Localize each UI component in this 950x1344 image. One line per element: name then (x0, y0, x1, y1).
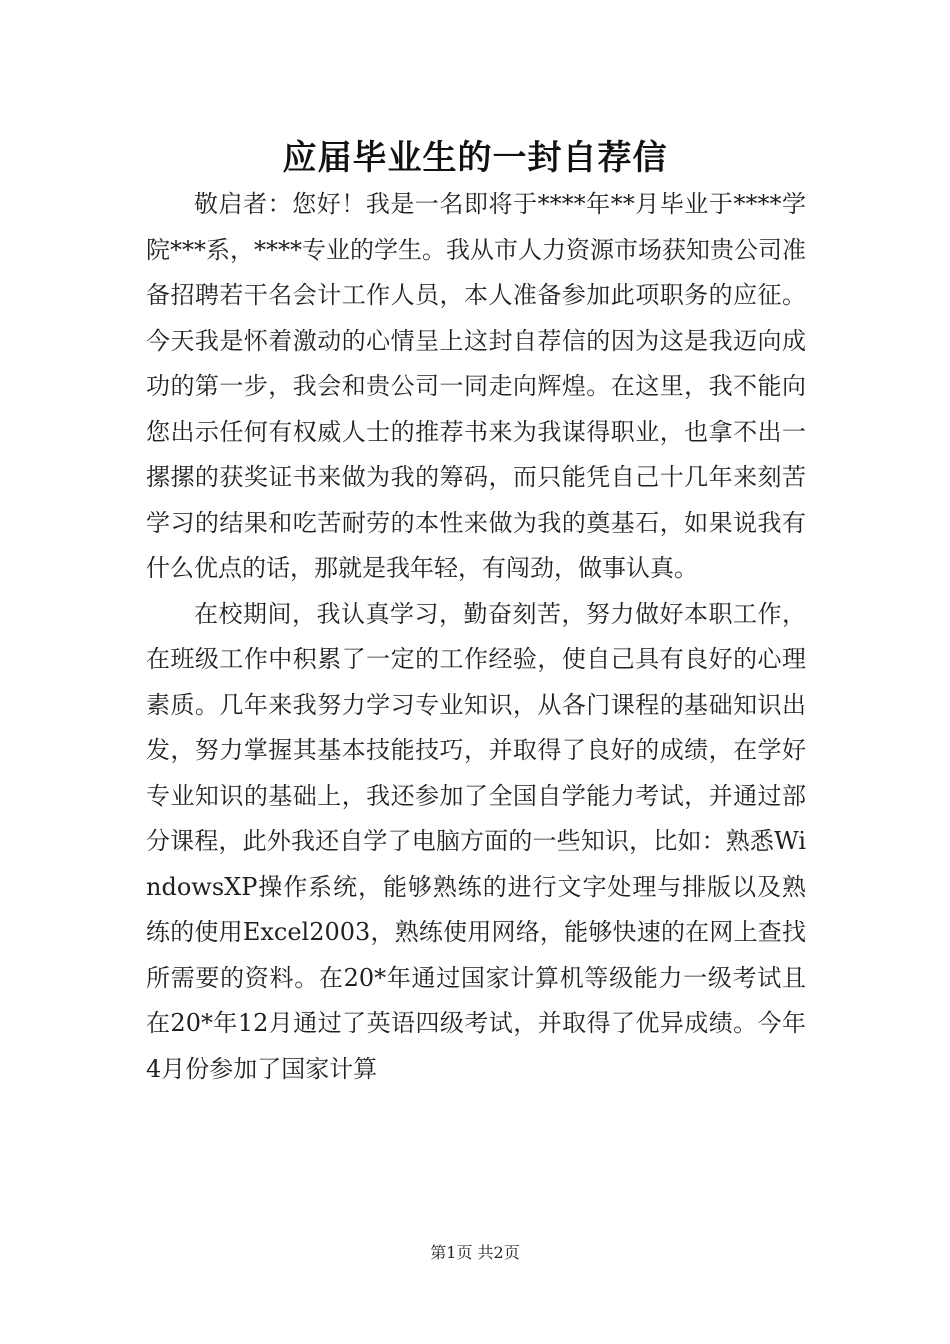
paragraph-1: 敬启者：您好！我是一名即将于****年**月毕业于****学院***系，****专业的学生。我从市人力资源市场获知贵公司准备招聘若干名会计工作人员，本人准备参加此项职务的应征。今天我是怀着激动的心情呈上这封自荐信的因为这是我迈向成功的第一步，我会和贵公司一同走向辉煌。在这里，我不能向您出示任何有权威人士的推荐书来为我谋得职业，也拿不出一摞摞的获奖证书来做为我的筹码，而只能凭自己十几年来刻苦学习的结果和吃苦耐劳的本性来做为我的奠基石，如果说我有什么优点的话，那就是我年轻，有闯劲，做事认真。 (146, 190, 806, 582)
paragraph-2: 在校期间，我认真学习，勤奋刻苦，努力做好本职工作，在班级工作中积累了一定的工作经验，使自己具有良好的心理素质。几年来我努力学习专业知识，从各门课程的基础知识出发，努力掌握其基本技能技巧，并取得了良好的成绩，在学好专业知识的基础上，我还参加了全国自学能力考试，并通过部分课程，此外我还自学了电脑方面的一些知识，比如：熟悉WindowsXP操作系统，能够熟练的进行文字处理与排版以及熟练的使用Excel2003，熟练使用网络，能够快速的在网上查找所需要的资料。在20*年通过国家计算机等级能力一级考试且在20*年12月通过了英语四级考试，并取得了优异成绩。今年4月份参加了国家计算 (146, 599, 806, 1083)
document-title: 应届毕业生的一封自荐信 (282, 138, 668, 178)
document-body (146, 182, 806, 1092)
page-number-footer: 第1页 共2页 (430, 1243, 520, 1262)
